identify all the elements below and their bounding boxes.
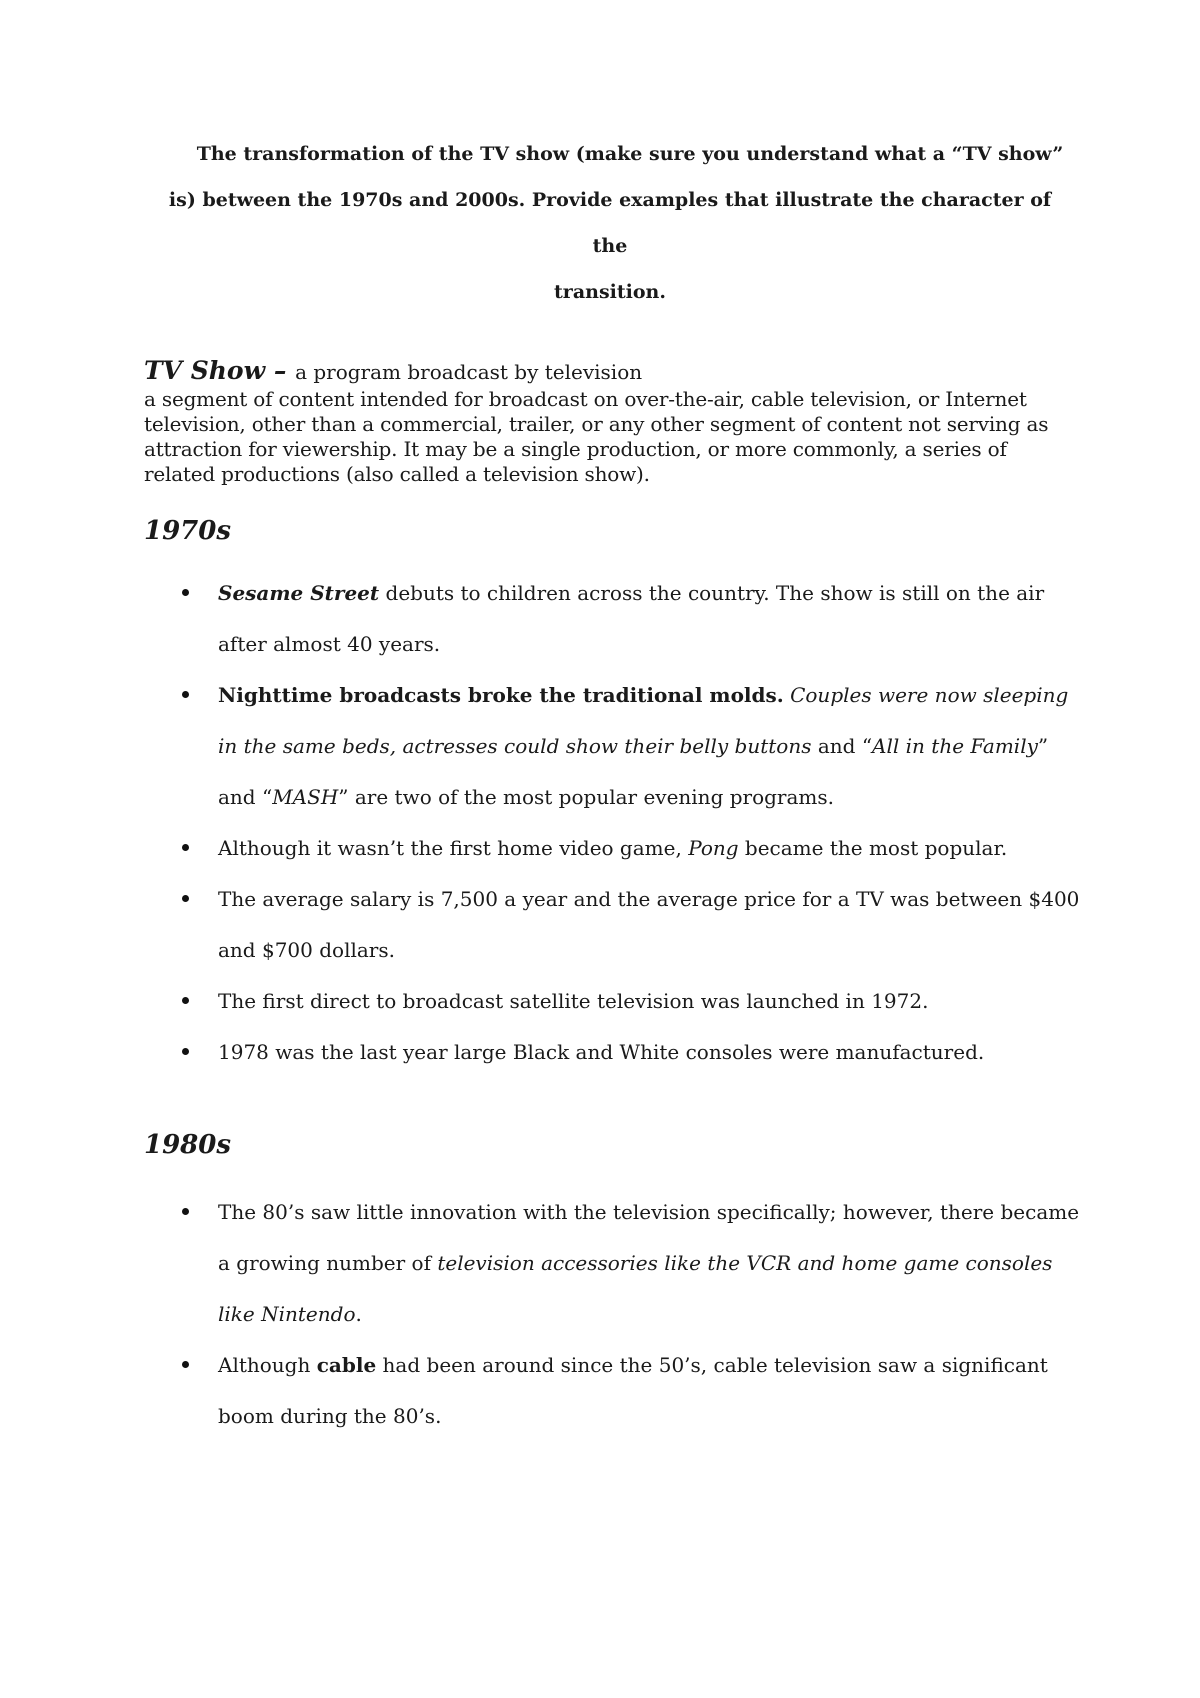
section-title-1970s: 1970s (144, 516, 232, 546)
list-item (160, 874, 1080, 976)
list-item (160, 568, 1080, 670)
list-item (160, 670, 1080, 823)
bullet-icon (182, 589, 189, 596)
list-item (160, 976, 1080, 1027)
show-title: MASH (272, 785, 339, 809)
definition-term: TV Show (144, 356, 266, 385)
prompt-line-3: transition. (554, 281, 666, 303)
item-text: ” and “ (218, 734, 1049, 809)
list-item (160, 1027, 1080, 1078)
item-italic-text: Couples were now sleeping in the same beds, actresses could show their belly buttons (218, 683, 1069, 758)
prompt-line-2: is) between the 1970s and 2000s. Provide examples that illustrate the character of the (168, 189, 1052, 257)
bullet-icon (182, 1361, 189, 1368)
bullet-icon (182, 844, 189, 851)
list-item (160, 823, 1080, 874)
item-text: Although it wasn’t the first home video game, (218, 836, 689, 860)
bullet-icon (182, 997, 189, 1004)
list-item (160, 1187, 1080, 1340)
definition-dash: – (265, 356, 296, 385)
item-text: debuts to children across the country. The show is still on the air after almost 40 years. (218, 581, 1045, 656)
list-item (160, 1340, 1080, 1442)
bullet-icon (182, 691, 189, 698)
game-title: Pong (688, 836, 739, 860)
tv-show-definition (144, 356, 1064, 487)
item-text: and “ (811, 734, 873, 758)
item-text: The first direct to broadcast satellite television was launched in 1972. (218, 989, 929, 1013)
show-title: Sesame Street (218, 581, 380, 605)
item-text: had been around since the 50’s, cable television saw a significant boom during the 80’s. (218, 1353, 1048, 1428)
section-title-1980s: 1980s (144, 1130, 232, 1160)
item-bold-text: Nighttime broadcasts broke the traditional molds. (218, 683, 784, 707)
item-bold-text: cable (316, 1353, 377, 1377)
bullet-icon (182, 1048, 189, 1055)
bullet-icon (182, 895, 189, 902)
definition-body: a segment of content intended for broadcast on over-the-air, cable television, or Internet television, other than a commercial, trailer, or any other segment of content not serving as attraction for viewership. It may be a single production, or more commonly, a series of related productions (also called a television show). (144, 387, 1049, 486)
item-text: The 80’s saw little innovation with the television specifically; however, there became a growing number of (218, 1200, 1080, 1275)
definition-heading (144, 356, 1064, 387)
item-italic-text: television accessories like the VCR and home game consoles like Nintendo (218, 1251, 1053, 1326)
bullet-icon (182, 1208, 189, 1215)
assignment-prompt (150, 131, 1070, 315)
list-1970s (160, 568, 1080, 1078)
item-text: 1978 was the last year large Black and White consoles were manufactured. (218, 1040, 985, 1064)
item-text: ” are two of the most popular evening programs. (338, 785, 835, 809)
item-text: The average salary is 7,500 a year and the average price for a TV was between $400 and $700 dollars. (218, 887, 1080, 962)
item-text: Although (218, 1353, 317, 1377)
item-text: became the most popular. (738, 836, 1008, 860)
show-title: All in the Family (872, 734, 1038, 758)
prompt-line-1: The transformation of the TV show (make sure you understand what a “TV show” (196, 143, 1064, 165)
definition-short: a program broadcast by television (295, 360, 643, 384)
item-text: . (355, 1302, 362, 1326)
list-1980s (160, 1187, 1080, 1442)
